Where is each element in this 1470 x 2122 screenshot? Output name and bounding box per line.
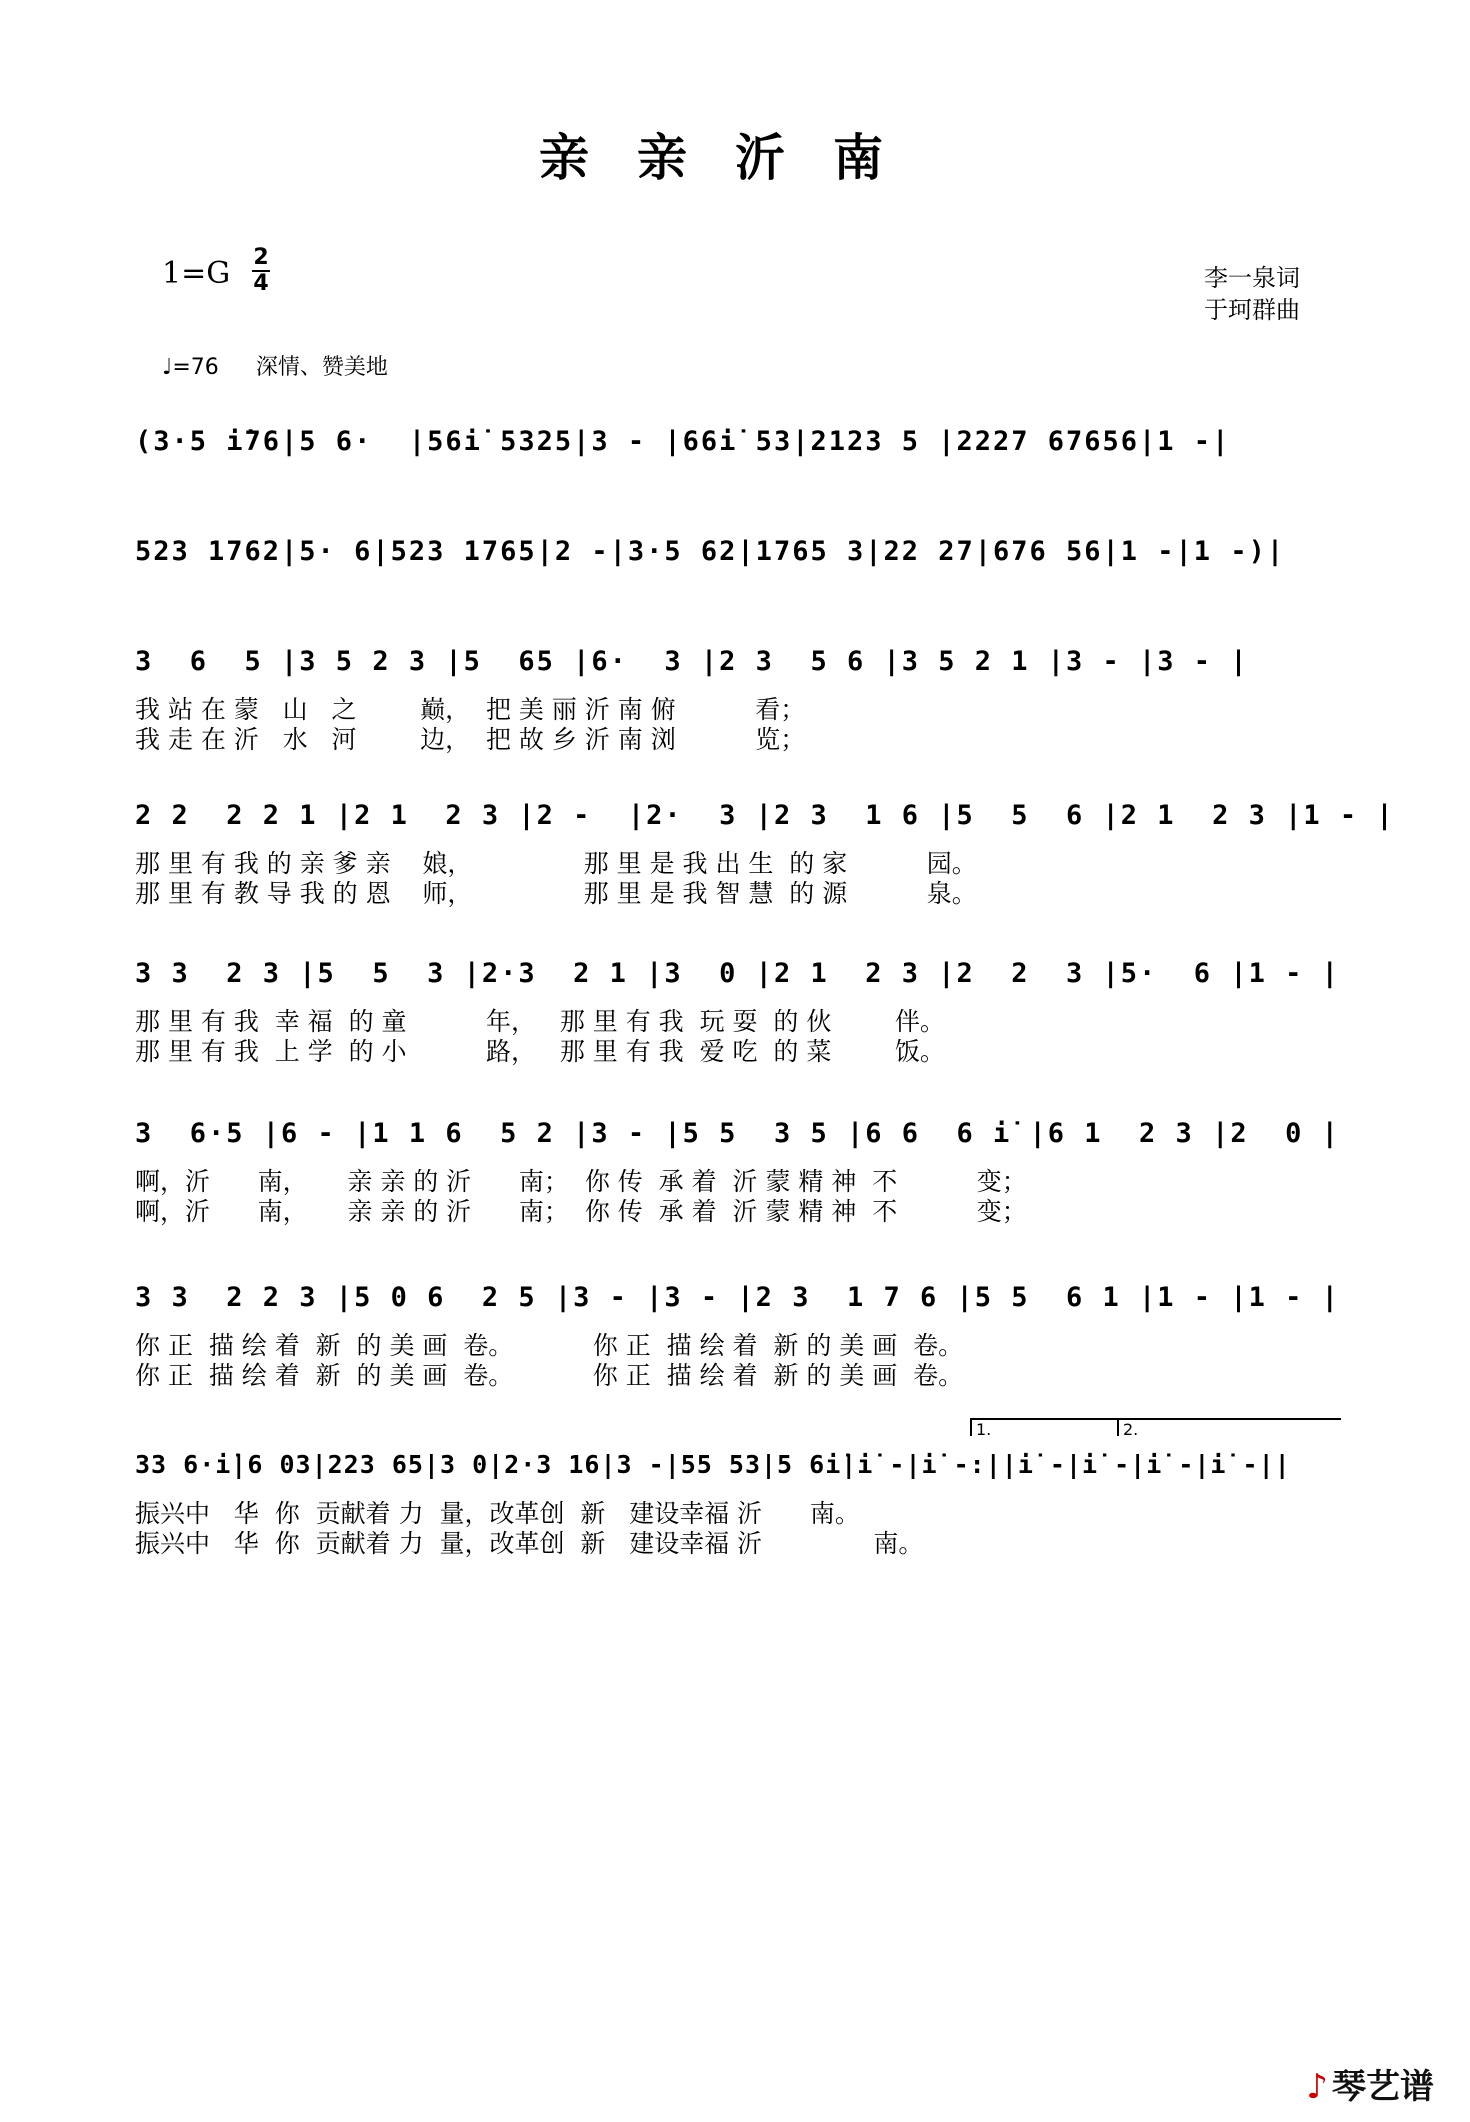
score-line-8 — [135, 1420, 1345, 1558]
lyric-verse-1: 啊，沂 南， 亲 亲 的 沂 南； 你 传 承 着 沂 蒙 精 神 不 变； — [135, 1167, 1027, 1196]
lyric-verse-1: 振兴中 华 你 贡献着 力 量，改革创 新 建设幸福 沂 南。 — [135, 1499, 860, 1528]
piano-logo-icon: ♪ — [1306, 2067, 1328, 2107]
score-line-7 — [135, 1282, 1345, 1390]
score-line-1 — [135, 426, 1345, 486]
expression-mark: 深情、赞美地 — [255, 355, 388, 380]
lyric-verse-1: 那 里 有 我 的 亲 爹 亲 娘， 那 里 是 我 出 生 的 家 园。 — [135, 849, 977, 878]
logo-text: 琴艺谱 — [1332, 2067, 1434, 2107]
lyric-verse-2: 你 正 描 绘 着 新 的 美 画 卷。 你 正 描 绘 着 新 的 美 画 卷。 — [135, 1361, 964, 1390]
notation-line: 3 3 2 2 3 |5 0 6 2 5 |3 - |3 - |2 3 1 7 6 |5 5 6 1 |1 - |1 - | — [135, 1282, 1340, 1313]
notation-line: 3 3 2 3 |5 5 3 |2·3 2 1 |3 0 |2 1 2 3 |2 2 3 |5· 6 |1 - | — [135, 958, 1340, 989]
composer: 于珂群曲 — [1204, 296, 1300, 324]
site-logo — [1306, 2059, 1434, 2108]
notation-line: 33 6·i̇|6 03|223 65|3 0|2·3 16|3 -|55 53|5 6i̇|i̇ -|i̇ -:||i̇ -|i̇ -|i̇ -|i̇ -|| — [135, 1450, 1291, 1479]
lyric-verse-1: 那 里 有 我 幸 福 的 童 年， 那 里 有 我 玩 耍 的 伙 伴。 — [135, 1007, 945, 1036]
lyric-verse-2: 振兴中 华 你 贡献着 力 量，改革创 新 建设幸福 沂 南。 — [135, 1529, 924, 1558]
credits — [1204, 262, 1300, 326]
score-line-3 — [135, 646, 1345, 754]
score-line-4 — [135, 800, 1395, 908]
lyric-verse-2: 我 走 在 沂 水 河 边， 把 故 乡 沂 南 浏 览； — [135, 725, 806, 754]
meter-top: 2 — [253, 245, 269, 270]
key-signature: 1=G — [162, 256, 231, 291]
tempo-marking — [162, 350, 388, 381]
notation-line: (3·5 i̇76|5 6· |56i̇ 5325|3 - |66i̇ 53|2123 5 |2227 67656|1 -| — [135, 426, 1231, 457]
score-line-6 — [135, 1118, 1345, 1226]
tempo-mark: ♩=76 — [162, 355, 219, 380]
notation-line: 523 1762|5· 6|523 1765|2 -|3·5 62|1765 3|22 27|676 56|1 -|1 -)| — [135, 536, 1286, 567]
meter-bottom: 4 — [253, 271, 269, 296]
lyric-verse-1: 你 正 描 绘 着 新 的 美 画 卷。 你 正 描 绘 着 新 的 美 画 卷。 — [135, 1331, 964, 1360]
lyric-verse-2: 啊，沂 南， 亲 亲 的 沂 南； 你 传 承 着 沂 蒙 精 神 不 变； — [135, 1197, 1027, 1226]
notation-line: 2 2 2 2 1 |2 1 2 3 |2 - |2· 3 |2 3 1 6 |5 5 6 |2 1 2 3 |1 - | — [135, 800, 1395, 831]
time-signature — [252, 246, 270, 296]
score-line-5 — [135, 958, 1345, 1066]
lyric-verse-2: 那 里 有 我 上 学 的 小 路， 那 里 有 我 爱 吃 的 菜 饭。 — [135, 1037, 945, 1066]
notation-line: 3 6 5 |3 5 2 3 |5 65 |6· 3 |2 3 5 6 |3 5 2 1 |3 - |3 - | — [135, 646, 1249, 677]
score-line-2 — [135, 536, 1345, 596]
volta-2: 2. — [1117, 1418, 1341, 1436]
page-title: 亲亲沂南 — [539, 129, 931, 187]
volta-1: 1. — [970, 1418, 1221, 1436]
lyric-verse-1: 我 站 在 蒙 山 之 巅， 把 美 丽 沂 南 俯 看； — [135, 695, 806, 724]
lyricist: 李一泉词 — [1204, 264, 1300, 292]
notation-line: 3 6·5 |6 - |1 1 6 5 2 |3 - |5 5 3 5 |6 6 6 i̇ |6 1 2 3 |2 0 | — [135, 1118, 1340, 1149]
lyric-verse-2: 那 里 有 教 导 我 的 恩 师， 那 里 是 我 智 慧 的 源 泉。 — [135, 879, 977, 908]
